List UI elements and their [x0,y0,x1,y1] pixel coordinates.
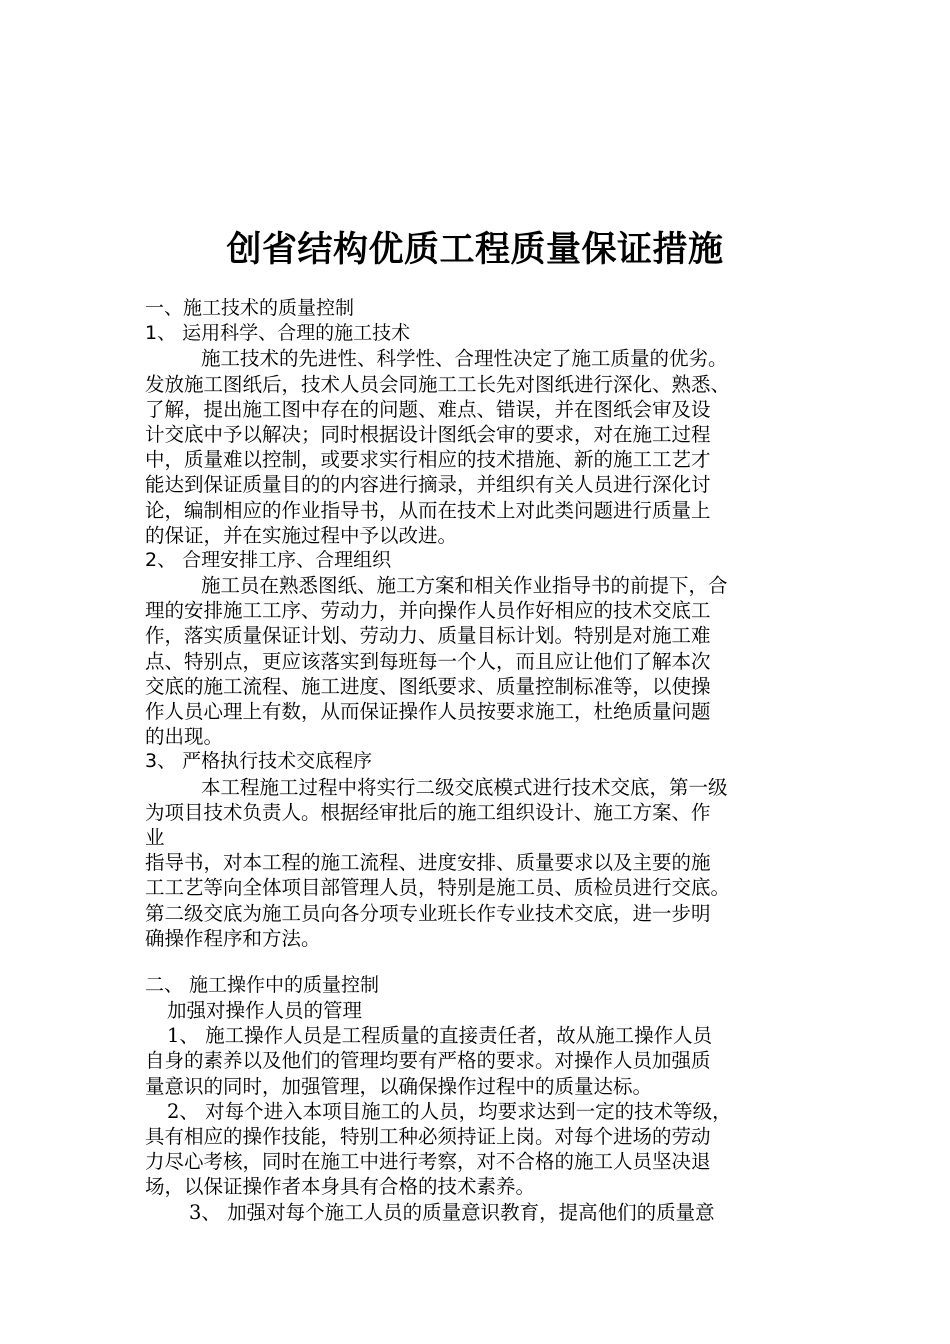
document-title: 创省结构优质工程质量保证措施 [226,230,724,270]
paragraph-line: 确操作程序和方法。 [145,926,321,950]
paragraph-line: 的出现。 [145,725,224,749]
paragraph-line: 2、 对每个进入本项目施工的人员，均要求达到一定的技术等级， [167,1099,732,1123]
paragraph-line: 施工员在熟悉图纸、施工方案和相关作业指导书的前提下，合 [201,574,728,598]
paragraph-line: 的保证，并在实施过程中予以改进。 [145,523,458,547]
paragraph-line: 场，以保证操作者本身具有合格的技术素养。 [145,1175,536,1199]
document-body [145,296,815,1225]
paragraph-line: 施工技术的先进性、科学性、合理性决定了施工质量的优劣。 [201,347,728,371]
section-heading: 一、施工技术的质量控制 [145,297,355,319]
paragraph-line: 3、 加强对每个施工人员的质量意识教育，提高他们的质量意 [189,1200,715,1224]
paragraph-line: 为项目技术负责人。根据经审批后的施工组织设计、施工方案、作 [145,800,711,824]
paragraph-line: 自身的素养以及他们的管理均要有严格的要求。对操作人员加强质 [145,1049,711,1073]
paragraph-line: 交底的施工流程、施工进度、图纸要求、质量控制标准等，以使操 [145,674,711,698]
paragraph-line: 计交底中予以解决；同时根据设计图纸会审的要求，对在施工过程 [145,422,711,446]
paragraph-line: 加强对操作人员的管理 [167,999,363,1023]
paragraph-line: 具有相应的操作技能，特别工种必须持证上岗。对每个进场的劳动 [145,1125,711,1148]
paragraph-line: 点、特别点，更应该落实到每班每一个人，而且应让他们了解本次 [145,649,711,673]
section-heading: 二、 施工操作中的质量控制 [145,973,380,996]
paragraph-line: 1、 施工操作人员是工程质量的直接责任者，故从施工操作人员 [167,1024,713,1048]
paragraph-line: 了解，提出施工图中存在的问题、难点、错误，并在图纸会审及设 [145,397,711,421]
paragraph-line: 第二级交底为施工员向各分项专业班长作专业技术交底，进一步明 [145,901,711,925]
paragraph-line: 工工艺等向全体项目部管理人员，特别是施工员、质检员进行交底。 [145,876,731,900]
paragraph-line: 本工程施工过程中将实行二级交底模式进行技术交底，第一级 [201,775,728,799]
paragraph-line: 作人员心理上有数，从而保证操作人员按要求施工，杜绝质量问题 [145,700,711,723]
section-heading: 2、 合理安排工序、合理组织 [145,548,392,571]
section-heading: 3、 严格执行技术交底程序 [145,750,373,773]
section-heading: 1、 运用科学、合理的施工技术 [145,322,411,345]
paragraph-line: 业 [145,825,165,849]
paragraph-line: 发放施工图纸后，技术人员会同施工工长先对图纸进行深化、熟悉、 [145,372,731,396]
blank-line [145,951,815,973]
paragraph-line: 理的安排施工工序、劳动力，并向操作人员作好相应的技术交底工 [145,599,711,623]
paragraph-line: 指导书，对本工程的施工流程、进度安排、质量要求以及主要的施 [145,851,711,875]
paragraph-line: 中，质量难以控制，或要求实行相应的技术措施、新的施工工艺才 [145,448,711,472]
paragraph-line: 能达到保证质量目的的内容进行摘录，并组织有关人员进行深化讨 [145,473,711,497]
paragraph-line: 量意识的同时，加强管理，以确保操作过程中的质量达标。 [145,1074,653,1098]
paragraph-line: 力尽心考核，同时在施工中进行考察，对不合格的施工人员坚决退 [145,1150,711,1174]
paragraph-line: 论，编制相应的作业指导书，从而在技术上对此类问题进行质量上 [145,498,711,522]
paragraph-line: 作，落实质量保证计划、劳动力、质量目标计划。特别是对施工难 [145,624,711,648]
